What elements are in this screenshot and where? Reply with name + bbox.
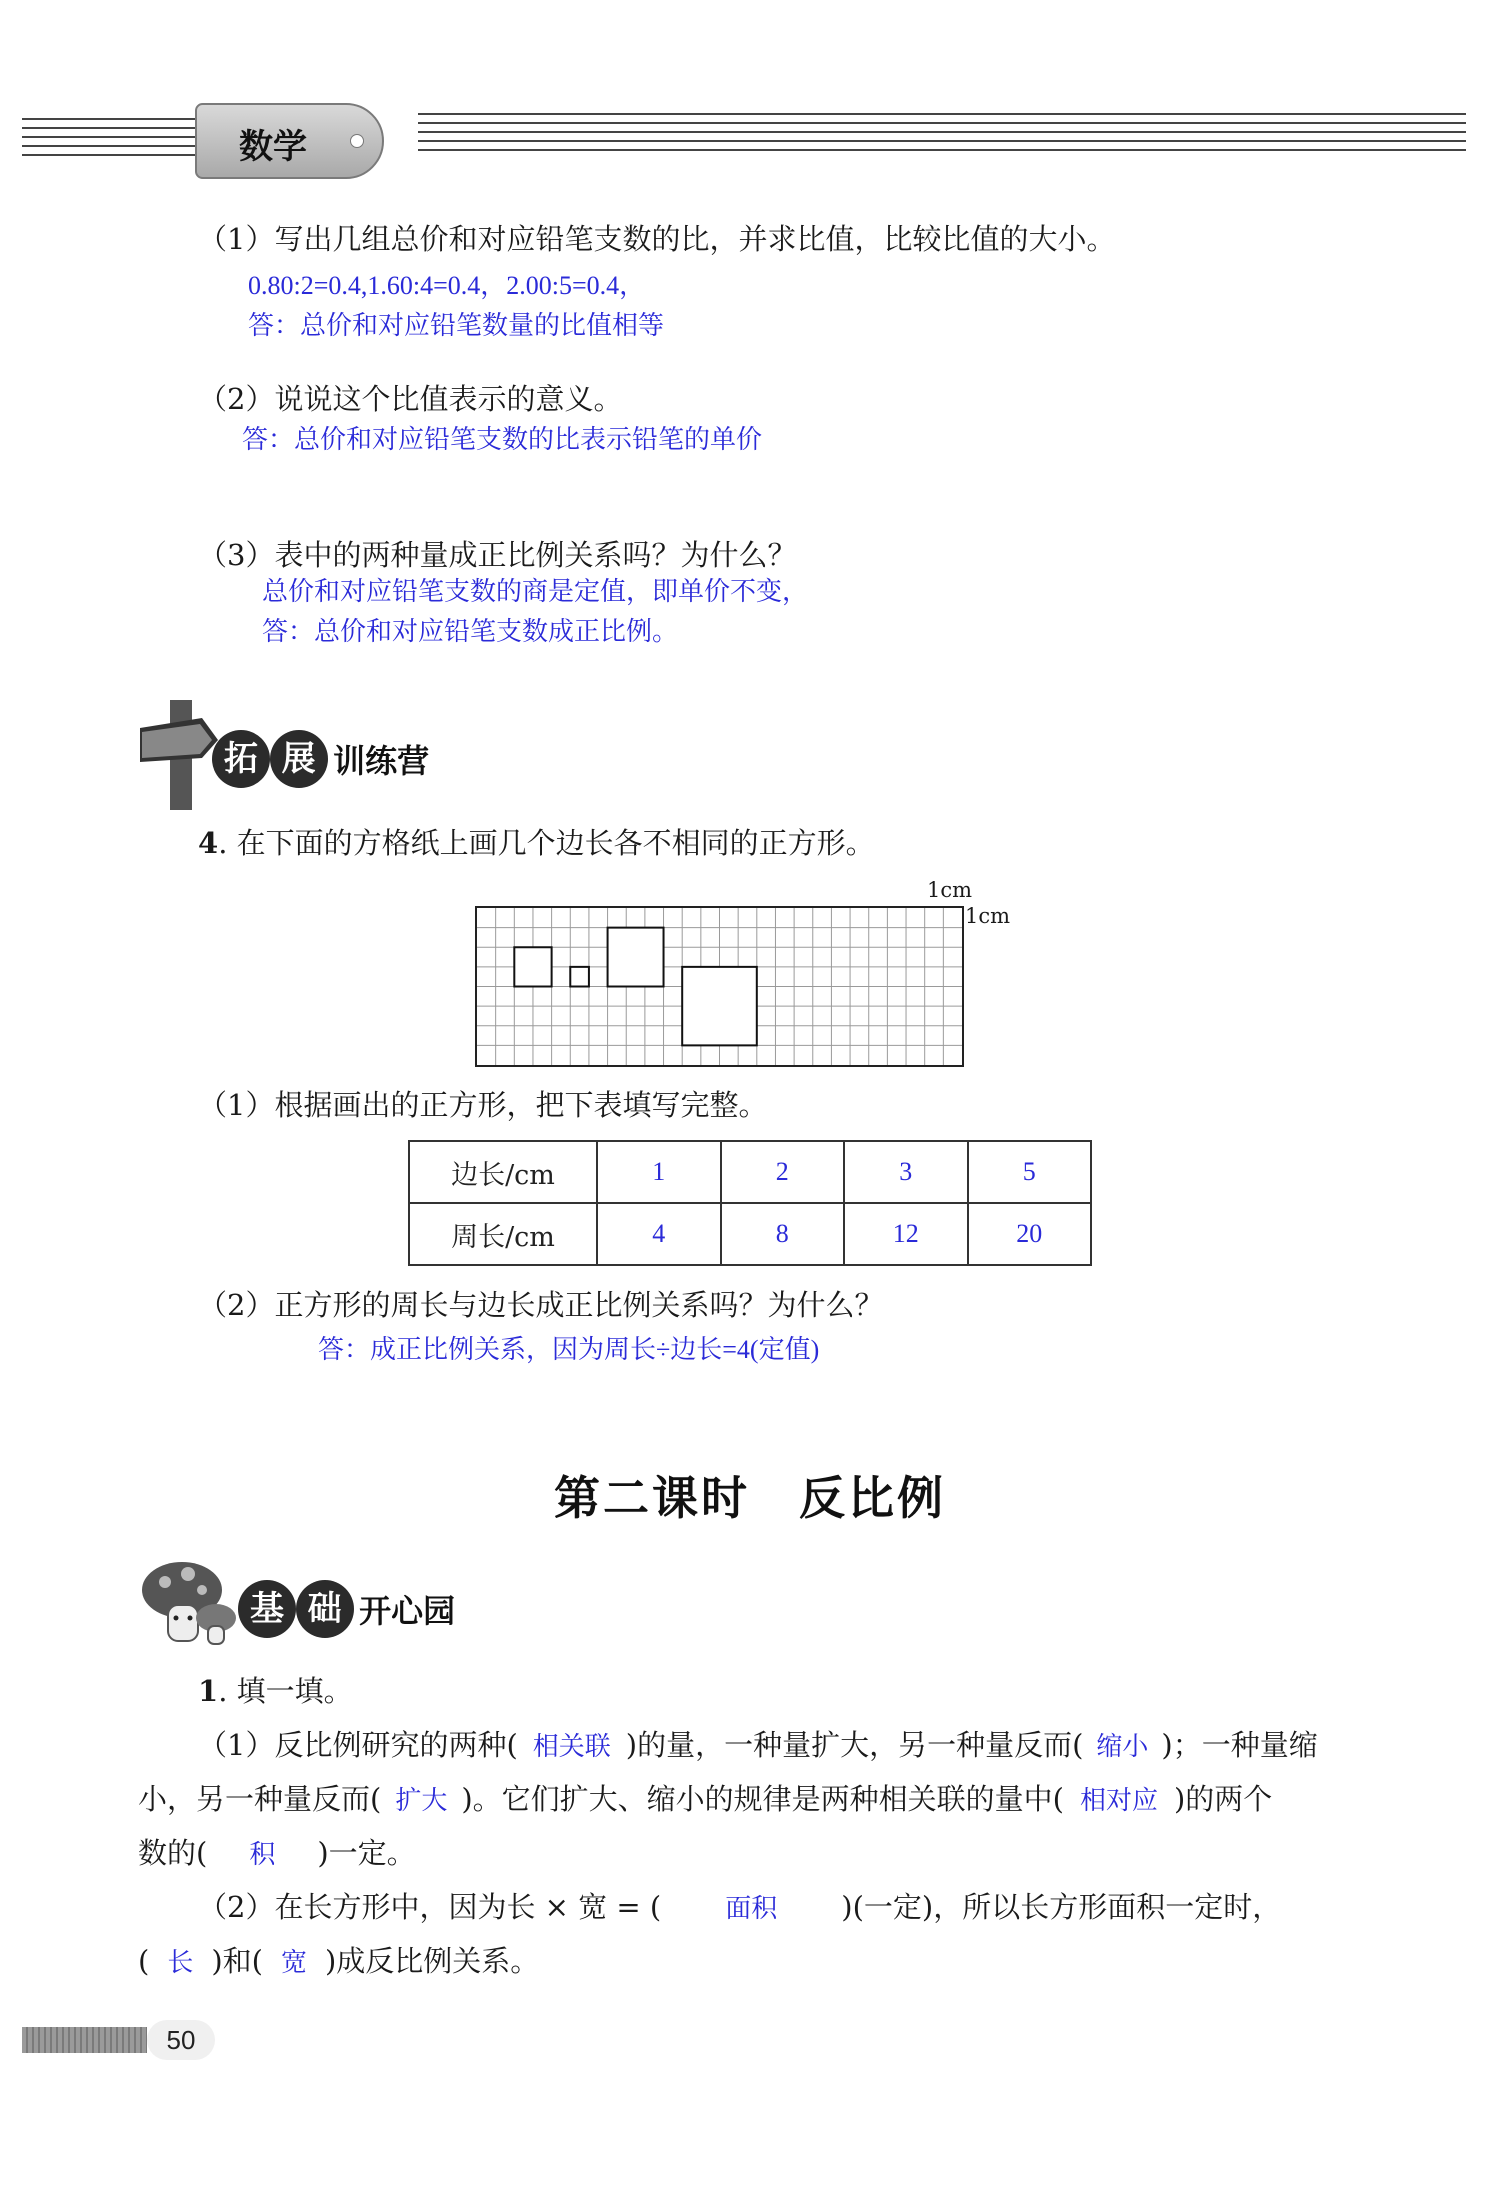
text-span: （2）在长方形中，因为长 × 宽 = ( xyxy=(198,1890,662,1924)
answer-fill: 扩大 xyxy=(395,1786,448,1815)
page-number-bar xyxy=(22,2027,147,2053)
text-span: 数的( xyxy=(138,1836,208,1870)
text-span: ( xyxy=(138,1944,150,1978)
table-cell: 12 xyxy=(844,1203,968,1265)
answer-fill: 宽 xyxy=(280,1948,307,1977)
q4-prompt-text: . 在下面的方格纸上画几个边长各不相同的正方形。 xyxy=(218,826,875,860)
side-perimeter-table xyxy=(408,1140,1092,1266)
subject-tab xyxy=(195,103,384,179)
header-lines-left xyxy=(22,118,197,164)
page-number: 50 xyxy=(147,2020,215,2060)
table-row-header: 边长/cm xyxy=(409,1141,597,1203)
p1-heading xyxy=(198,1672,353,1710)
table-row xyxy=(409,1203,1091,1265)
drawn-square xyxy=(608,928,664,987)
text-span: )；一种量缩 xyxy=(1161,1728,1318,1762)
grid-canvas xyxy=(477,908,962,1065)
q3-part1-answer-2: 答：总价和对应铅笔数量的比值相等 xyxy=(248,311,665,340)
p1-line5 xyxy=(138,1942,539,1982)
header-lines-right xyxy=(418,113,1466,159)
table-cell: 4 xyxy=(597,1203,721,1265)
text-span: )。它们扩大、缩小的规律是两种相关联的量中( xyxy=(461,1782,1064,1816)
answer-fill: 相关联 xyxy=(532,1732,611,1761)
answer-fill: 长 xyxy=(167,1948,194,1977)
text-span: )(一定)，所以长方形面积一定时， xyxy=(841,1890,1282,1924)
answer-fill: 相对应 xyxy=(1079,1786,1158,1815)
square-grid xyxy=(475,906,964,1067)
basic-label-rest: 开心园 xyxy=(359,1592,456,1630)
text-span: )一定。 xyxy=(317,1836,416,1870)
text-span: )的两个 xyxy=(1173,1782,1273,1816)
q3-part2-prompt: （2）说说这个比值表示的意义。 xyxy=(198,382,623,416)
p1-line4 xyxy=(198,1888,1281,1928)
p1-line1 xyxy=(198,1726,1318,1766)
q4-part1-prompt: （1）根据画出的正方形，把下表填写完整。 xyxy=(198,1088,768,1122)
text-span: 小，另一种量反而( xyxy=(138,1782,382,1816)
table-row xyxy=(409,1141,1091,1203)
answer-fill: 面积 xyxy=(725,1894,778,1923)
text-span: )的量，一种量扩大，另一种量反而( xyxy=(625,1728,1084,1762)
q4-part2-prompt: （2）正方形的周长与边长成正比例关系吗？为什么？ xyxy=(198,1288,884,1322)
drawn-square xyxy=(514,947,551,986)
table-cell: 8 xyxy=(721,1203,845,1265)
unit-label-side: 1cm xyxy=(965,904,1011,928)
p1-heading-text: . 填一填。 xyxy=(218,1674,353,1708)
extend-label-rest: 训练营 xyxy=(333,742,430,780)
p1-line3 xyxy=(138,1834,416,1874)
table-cell: 5 xyxy=(968,1141,1092,1203)
extend-bubble-1: 拓 xyxy=(212,730,270,788)
q4-part2-answer: 答：成正比例关系，因为周长÷边长=4(定值) xyxy=(318,1335,820,1364)
q3-part3-prompt: （3）表中的两种量成正比例关系吗？为什么？ xyxy=(198,538,797,572)
drawn-square xyxy=(682,967,757,1046)
text-span: )和( xyxy=(211,1944,263,1978)
text-span: )成反比例关系。 xyxy=(324,1944,540,1978)
table-cell: 1 xyxy=(597,1141,721,1203)
text-span: （1）反比例研究的两种( xyxy=(198,1728,518,1762)
extend-bubble-2: 展 xyxy=(270,730,328,788)
table-row-header: 周长/cm xyxy=(409,1203,597,1265)
drawn-square xyxy=(570,967,589,987)
q4-prompt xyxy=(198,824,875,862)
q4-number: 4 xyxy=(198,826,219,860)
tab-hole-icon xyxy=(350,134,364,148)
q3-part1-answer-1: 0.80:2=0.4,1.60:4=0.4，2.00:5=0.4， xyxy=(248,271,646,300)
table-cell: 3 xyxy=(844,1141,968,1203)
q3-part3-answer-2: 答：总价和对应铅笔支数成正比例。 xyxy=(262,617,679,646)
basic-bubble-2: 础 xyxy=(296,1580,354,1638)
subject-label: 数学 xyxy=(239,127,307,167)
mushroom-icon xyxy=(140,1550,240,1650)
table-cell: 2 xyxy=(721,1141,845,1203)
q3-part1-prompt: （1）写出几组总价和对应铅笔支数的比，并求比值，比较比值的大小。 xyxy=(198,222,1116,256)
table-cell: 20 xyxy=(968,1203,1092,1265)
q3-part2-answer: 答：总价和对应铅笔支数的比表示铅笔的单价 xyxy=(242,425,763,454)
chapter-title: 第二课时 反比例 xyxy=(554,1471,946,1525)
p1-line2 xyxy=(138,1780,1272,1820)
unit-label-top: 1cm xyxy=(927,878,973,902)
p1-number: 1 xyxy=(198,1674,219,1708)
q3-part3-answer-1: 总价和对应铅笔支数的商是定值，即单价不变， xyxy=(262,577,809,606)
basic-bubble-1: 基 xyxy=(238,1580,296,1638)
answer-fill: 缩小 xyxy=(1096,1732,1149,1761)
answer-fill: 积 xyxy=(249,1840,276,1869)
